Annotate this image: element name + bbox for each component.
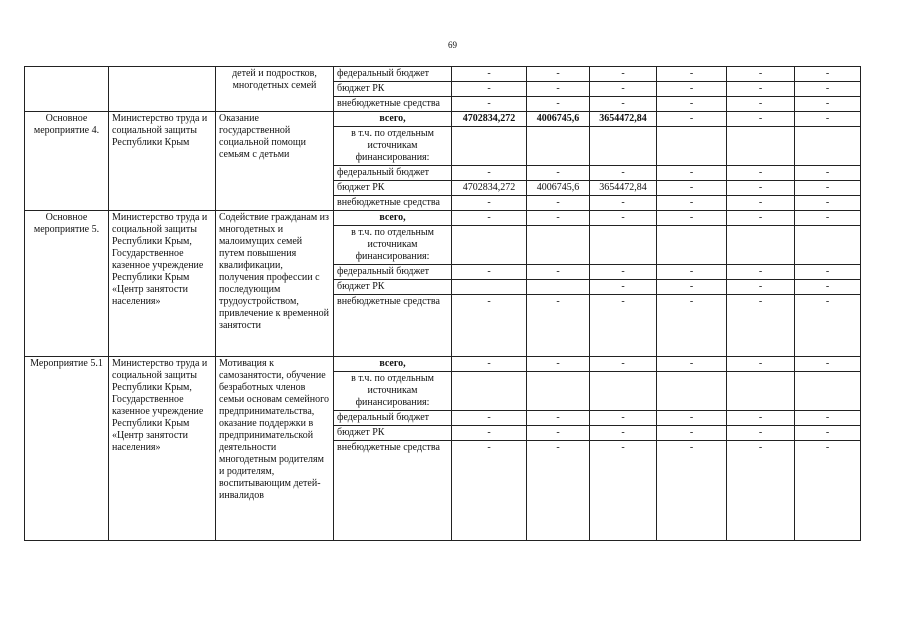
- value-cell: -: [527, 166, 590, 181]
- value-cell: -: [527, 295, 590, 357]
- value-cell: -: [452, 196, 527, 211]
- value-cell: -: [452, 211, 527, 226]
- value-cell: -: [527, 97, 590, 112]
- value-cell: -: [527, 357, 590, 372]
- value-cell: [590, 127, 657, 166]
- value-cell: -: [727, 196, 795, 211]
- description-cell: [216, 67, 334, 112]
- value-cell: -: [657, 97, 727, 112]
- value-cell: -: [527, 265, 590, 280]
- value-cell: [727, 226, 795, 265]
- value-cell: [452, 372, 527, 411]
- value-cell: -: [727, 67, 795, 82]
- value-cell: -: [590, 211, 657, 226]
- event-name: Мероприятие 5.1: [30, 358, 103, 369]
- value-cell: -: [727, 181, 795, 196]
- value-cell: -: [795, 357, 861, 372]
- value-cell: [795, 127, 861, 166]
- value-cell: -: [727, 112, 795, 127]
- value-cell: -: [527, 211, 590, 226]
- value-cell: -: [590, 196, 657, 211]
- event-cell: [25, 211, 109, 357]
- value-cell: [727, 372, 795, 411]
- value-cell: [795, 226, 861, 265]
- value-cell: [590, 226, 657, 265]
- value-cell: -: [527, 196, 590, 211]
- value-cell: -: [590, 426, 657, 441]
- value-cell: -: [795, 211, 861, 226]
- source-rk: бюджет РК: [334, 181, 452, 196]
- value-cell: -: [795, 67, 861, 82]
- value-cell: 4702834,272: [452, 112, 527, 127]
- value-cell: -: [527, 411, 590, 426]
- value-cell: -: [795, 411, 861, 426]
- page-number: 69: [448, 40, 457, 50]
- value-cell: [527, 127, 590, 166]
- value-cell: -: [657, 280, 727, 295]
- source-total: всего,: [334, 112, 452, 127]
- value-cell: [527, 226, 590, 265]
- value-cell: -: [527, 67, 590, 82]
- source-incl: в т.ч. по отдельным источникам финансирования:: [334, 372, 452, 411]
- value-cell: -: [590, 67, 657, 82]
- value-cell: -: [727, 441, 795, 541]
- value-cell: [727, 127, 795, 166]
- value-cell: 4006745,6: [527, 181, 590, 196]
- table-row: [25, 211, 861, 226]
- value-cell: [795, 372, 861, 411]
- value-cell: -: [657, 411, 727, 426]
- value-cell: [657, 127, 727, 166]
- value-cell: -: [657, 295, 727, 357]
- value-cell: -: [590, 280, 657, 295]
- value-cell: -: [657, 166, 727, 181]
- event-name: Основное мероприятие 4.: [33, 113, 100, 136]
- source-incl: в т.ч. по отдельным источникам финансирования:: [334, 127, 452, 166]
- value-cell: -: [657, 265, 727, 280]
- event-cell: [25, 357, 109, 541]
- value-cell: -: [527, 441, 590, 541]
- value-cell: -: [727, 211, 795, 226]
- value-cell: 4006745,6: [527, 112, 590, 127]
- value-cell: [452, 280, 527, 295]
- value-cell: [452, 127, 527, 166]
- executor-cell: [109, 67, 216, 112]
- source-fed: федеральный бюджет: [334, 411, 452, 426]
- description-cell: [216, 211, 334, 357]
- value-cell: 4702834,272: [452, 181, 527, 196]
- value-cell: -: [657, 196, 727, 211]
- table-row: [25, 67, 861, 82]
- source-rk: бюджет РК: [334, 426, 452, 441]
- value-cell: -: [590, 166, 657, 181]
- value-cell: -: [727, 295, 795, 357]
- description-text: детей и подростков, многодетных семей: [232, 68, 317, 91]
- value-cell: -: [657, 112, 727, 127]
- source-total: всего,: [334, 211, 452, 226]
- event-name: Основное мероприятие 5.: [33, 212, 100, 235]
- value-cell: -: [527, 82, 590, 97]
- value-cell: -: [452, 166, 527, 181]
- value-cell: -: [795, 97, 861, 112]
- source-extra: внебюджетные средства: [334, 295, 452, 357]
- executor-cell: [109, 357, 216, 541]
- executor-text: Министерство труда и социальной защиты Республики Крым, Государственное казенное учреждение Республики Крым «Центр занятости населения»: [112, 358, 208, 453]
- value-cell: -: [590, 82, 657, 97]
- value-cell: -: [452, 295, 527, 357]
- value-cell: [527, 372, 590, 411]
- value-cell: -: [452, 441, 527, 541]
- executor-text: Министерство труда и социальной защиты Республики Крым: [112, 113, 208, 148]
- description-cell: [216, 357, 334, 541]
- value-cell: -: [795, 295, 861, 357]
- value-cell: -: [795, 196, 861, 211]
- source-fed: федеральный бюджет: [334, 265, 452, 280]
- value-cell: 3654472,84: [590, 112, 657, 127]
- source-extra: внебюджетные средства: [334, 196, 452, 211]
- value-cell: -: [452, 97, 527, 112]
- value-cell: -: [727, 280, 795, 295]
- value-cell: -: [590, 97, 657, 112]
- table-row: [25, 357, 861, 372]
- value-cell: -: [657, 211, 727, 226]
- description-text: Содействие гражданам из многодетных и малоимущих семей путем повышения квалификации, получения профессии с последующим трудоустройством, привлечение к временной занятости: [219, 212, 329, 331]
- value-cell: -: [590, 265, 657, 280]
- value-cell: -: [795, 181, 861, 196]
- value-cell: [590, 372, 657, 411]
- value-cell: 3654472,84: [590, 181, 657, 196]
- value-cell: -: [590, 441, 657, 541]
- executor-cell: [109, 112, 216, 211]
- executor-text: Министерство труда и социальной защиты Республики Крым, Государственное казенное учреждение Республики Крым «Центр занятости населения»: [112, 212, 208, 307]
- value-cell: -: [452, 67, 527, 82]
- value-cell: -: [727, 265, 795, 280]
- value-cell: -: [590, 411, 657, 426]
- value-cell: -: [657, 441, 727, 541]
- value-cell: -: [657, 426, 727, 441]
- value-cell: -: [727, 411, 795, 426]
- value-cell: -: [795, 112, 861, 127]
- description-cell: [216, 112, 334, 211]
- value-cell: -: [657, 357, 727, 372]
- source-fed: федеральный бюджет: [334, 166, 452, 181]
- value-cell: -: [727, 426, 795, 441]
- value-cell: -: [657, 82, 727, 97]
- financing-table: [24, 66, 861, 541]
- value-cell: -: [452, 265, 527, 280]
- value-cell: [657, 372, 727, 411]
- value-cell: -: [657, 181, 727, 196]
- source-total: всего,: [334, 357, 452, 372]
- value-cell: -: [727, 82, 795, 97]
- value-cell: -: [590, 295, 657, 357]
- description-text: Мотивация к самозанятости, обучение безработных членов семьи основам семейного предпринимательства, оказание поддержки в предпринимательской деятельности многодетным родителям и родителям, воспитывающим детей-инвалидов: [219, 358, 329, 501]
- source-fed: федеральный бюджет: [334, 67, 452, 82]
- value-cell: [452, 226, 527, 265]
- value-cell: [527, 280, 590, 295]
- value-cell: -: [452, 82, 527, 97]
- value-cell: -: [727, 97, 795, 112]
- value-cell: -: [795, 265, 861, 280]
- value-cell: -: [657, 67, 727, 82]
- value-cell: -: [452, 426, 527, 441]
- event-cell: [25, 112, 109, 211]
- value-cell: -: [795, 441, 861, 541]
- source-extra: внебюджетные средства: [334, 441, 452, 541]
- value-cell: -: [452, 357, 527, 372]
- value-cell: -: [452, 411, 527, 426]
- executor-cell: [109, 211, 216, 357]
- source-rk: бюджет РК: [334, 82, 452, 97]
- source-rk: бюджет РК: [334, 280, 452, 295]
- event-cell: [25, 67, 109, 112]
- source-extra: внебюджетные средства: [334, 97, 452, 112]
- value-cell: -: [590, 357, 657, 372]
- value-cell: -: [795, 166, 861, 181]
- value-cell: -: [527, 426, 590, 441]
- value-cell: -: [727, 166, 795, 181]
- table-row: [25, 112, 861, 127]
- description-text: Оказание государственной социальной помощи семьям с детьми: [219, 113, 306, 160]
- value-cell: -: [727, 357, 795, 372]
- source-incl: в т.ч. по отдельным источникам финансирования:: [334, 226, 452, 265]
- value-cell: [657, 226, 727, 265]
- value-cell: -: [795, 426, 861, 441]
- value-cell: -: [795, 280, 861, 295]
- value-cell: -: [795, 82, 861, 97]
